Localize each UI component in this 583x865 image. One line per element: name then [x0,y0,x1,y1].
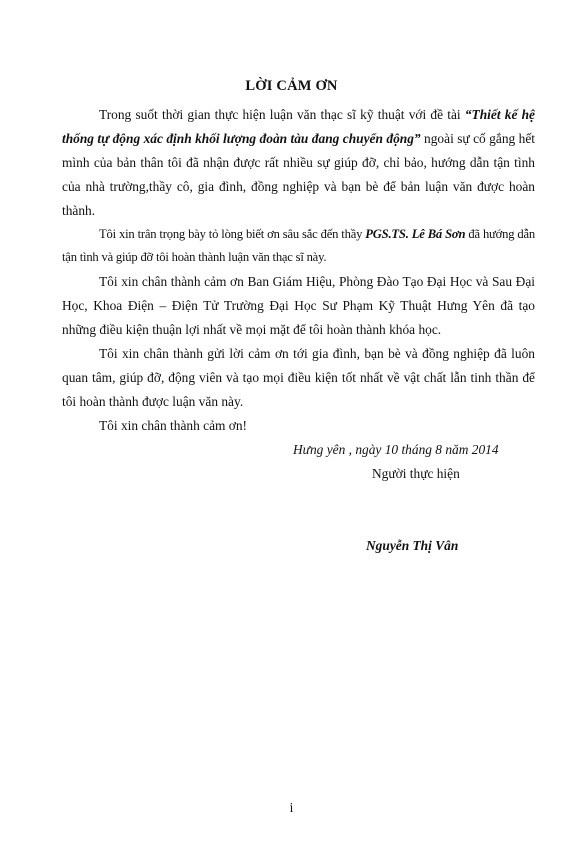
paragraph-family: Tôi xin chân thành gửi lời cảm ơn tới gia đình, bạn bè và đồng nghiệp đã luôn quan tâm, giúp đỡ, động viên và tạo mọi điều kiện tốt nhất về vật chất lẫn tinh thần để tôi hoàn thành được luận văn này. [62,346,535,409]
paragraph-lead: Trong suốt thời gian thực hiện luận văn thạc sĩ kỹ thuật với đề tài [99,107,465,122]
role-line: Người thực hiện [372,466,460,481]
advisor-name: PGS.TS. Lê Bá Sơn [365,226,466,241]
paragraph-tail: đã hướng dẫn tận tình và giúp đỡ tôi hoàn thành luận văn thạc sĩ này. [62,226,536,265]
paragraph-thesis-topic [62,103,535,223]
page-number: i [289,800,294,815]
acknowledgement-body [62,103,535,438]
paragraph-tail: ngoài sự cố gắng hết mình của bản thân tôi đã nhận được rất nhiều sự giúp đỡ, chỉ bảo, hướng dẫn tận tình của nhà trường,thầy cô, gia đình, đồng nghiệp và bạn bè để bản luận văn được hoàn thành. [62,130,535,218]
page-title: LỜI CẢM ƠN [245,78,338,94]
thesis-title: “Thiết kế hệ thống tự động xác định khối lượng đoàn tàu đang chuyển động” [62,107,535,146]
paragraph-lead: Tôi xin trân trọng bày tỏ lòng biết ơn sâu sắc đến thầy [99,226,366,241]
paragraph-university: Tôi xin chân thành cảm ơn Ban Giám Hiệu, Phòng Đào Tạo Đại Học và Sau Đại Học, Khoa Điện – Điện Tử Trường Đại Học Sư Phạm Kỹ Thuật Hưng Yên đã tạo những điều kiện thuận lợi nhất về mọi mặt để tôi hoàn thành khóa học. [62,274,535,338]
signer-name: Nguyễn Thị Vân [366,538,459,553]
paragraph-closing: Tôi xin chân thành cảm ơn! [99,417,248,433]
paragraph-advisor [62,223,535,271]
date-line: Hưng yên , ngày 10 tháng 8 năm 2014 [293,442,499,457]
